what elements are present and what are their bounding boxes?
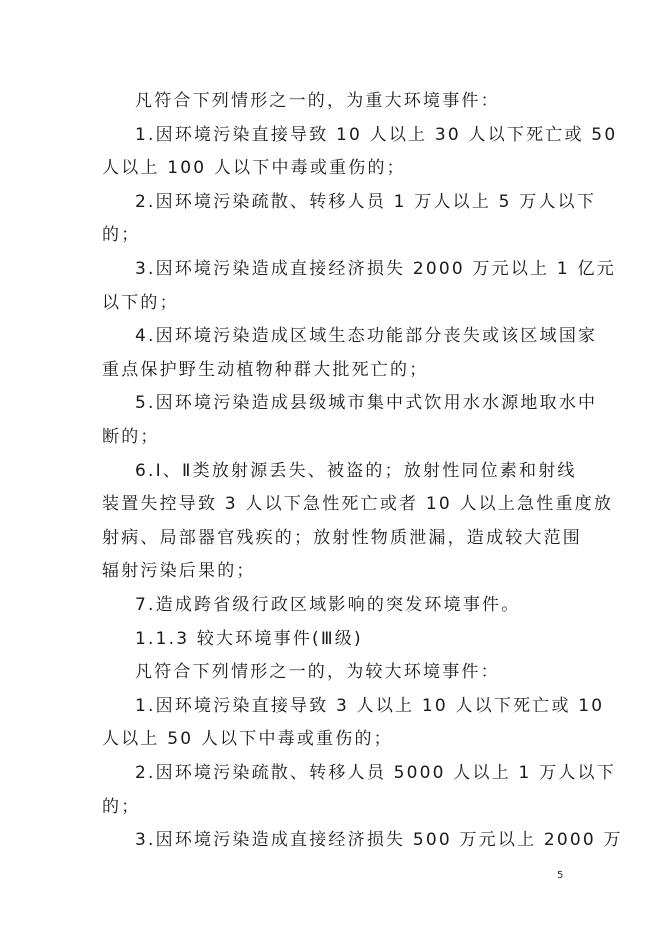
text-line: 6.Ⅰ、Ⅱ类放射源丢失、被盗的；放射性同位素和射线: [135, 460, 577, 481]
text-line: 3.因环境污染造成直接经济损失 500 万元以上 2000 万: [135, 830, 623, 851]
text-line: 装置失控导致 3 人以下急性死亡或者 10 人以上急性重度放: [102, 494, 614, 515]
text-line: 的；: [102, 225, 141, 246]
text-line: 1.因环境污染直接导致 10 人以上 30 人以下死亡或 50: [135, 124, 618, 145]
text-line: 人以上 100 人以下中毒或重伤的；: [102, 158, 406, 179]
text-line: 的；: [102, 796, 141, 817]
text-line: 人以上 50 人以下中毒或重伤的；: [102, 729, 393, 750]
text-line: 重点保护野生动植物种群大批死亡的；: [102, 359, 429, 380]
text-line: 3.因环境污染造成直接经济损失 2000 万元以上 1 亿元: [135, 259, 616, 279]
text-line: 7.造成跨省级行政区域影响的突发环境事件。: [135, 595, 521, 615]
text-line: 2.因环境污染疏散、转移人员 5000 人以上 1 万人以下: [135, 763, 616, 783]
text-line: 1.因环境污染直接导致 3 人以上 10 人以下死亡或 10: [135, 695, 605, 716]
text-line: 射病、局部器官残疾的；放射性物质泄漏，造成较大范围: [102, 527, 582, 548]
text-line: 凡符合下列情形之一的，为较大环境事件：: [135, 662, 500, 683]
text-line: 辐射污染后果的；: [102, 561, 256, 582]
text-line: 凡符合下列情形之一的，为重大环境事件：: [135, 91, 500, 111]
page-number: 5: [557, 870, 564, 881]
text-line: 2.因环境污染疏散、转移人员 1 万人以上 5 万人以下: [135, 191, 597, 212]
text-line: 断的；: [102, 427, 160, 447]
text-line: 5.因环境污染造成县级城市集中式饮用水水源地取水中: [135, 393, 598, 414]
text-line: 以下的；: [102, 292, 179, 313]
text-line: 1.1.3 较大环境事件(Ⅲ级): [135, 628, 363, 649]
text-line: 4.因环境污染造成区域生态功能部分丧失或该区域国家: [135, 326, 598, 347]
